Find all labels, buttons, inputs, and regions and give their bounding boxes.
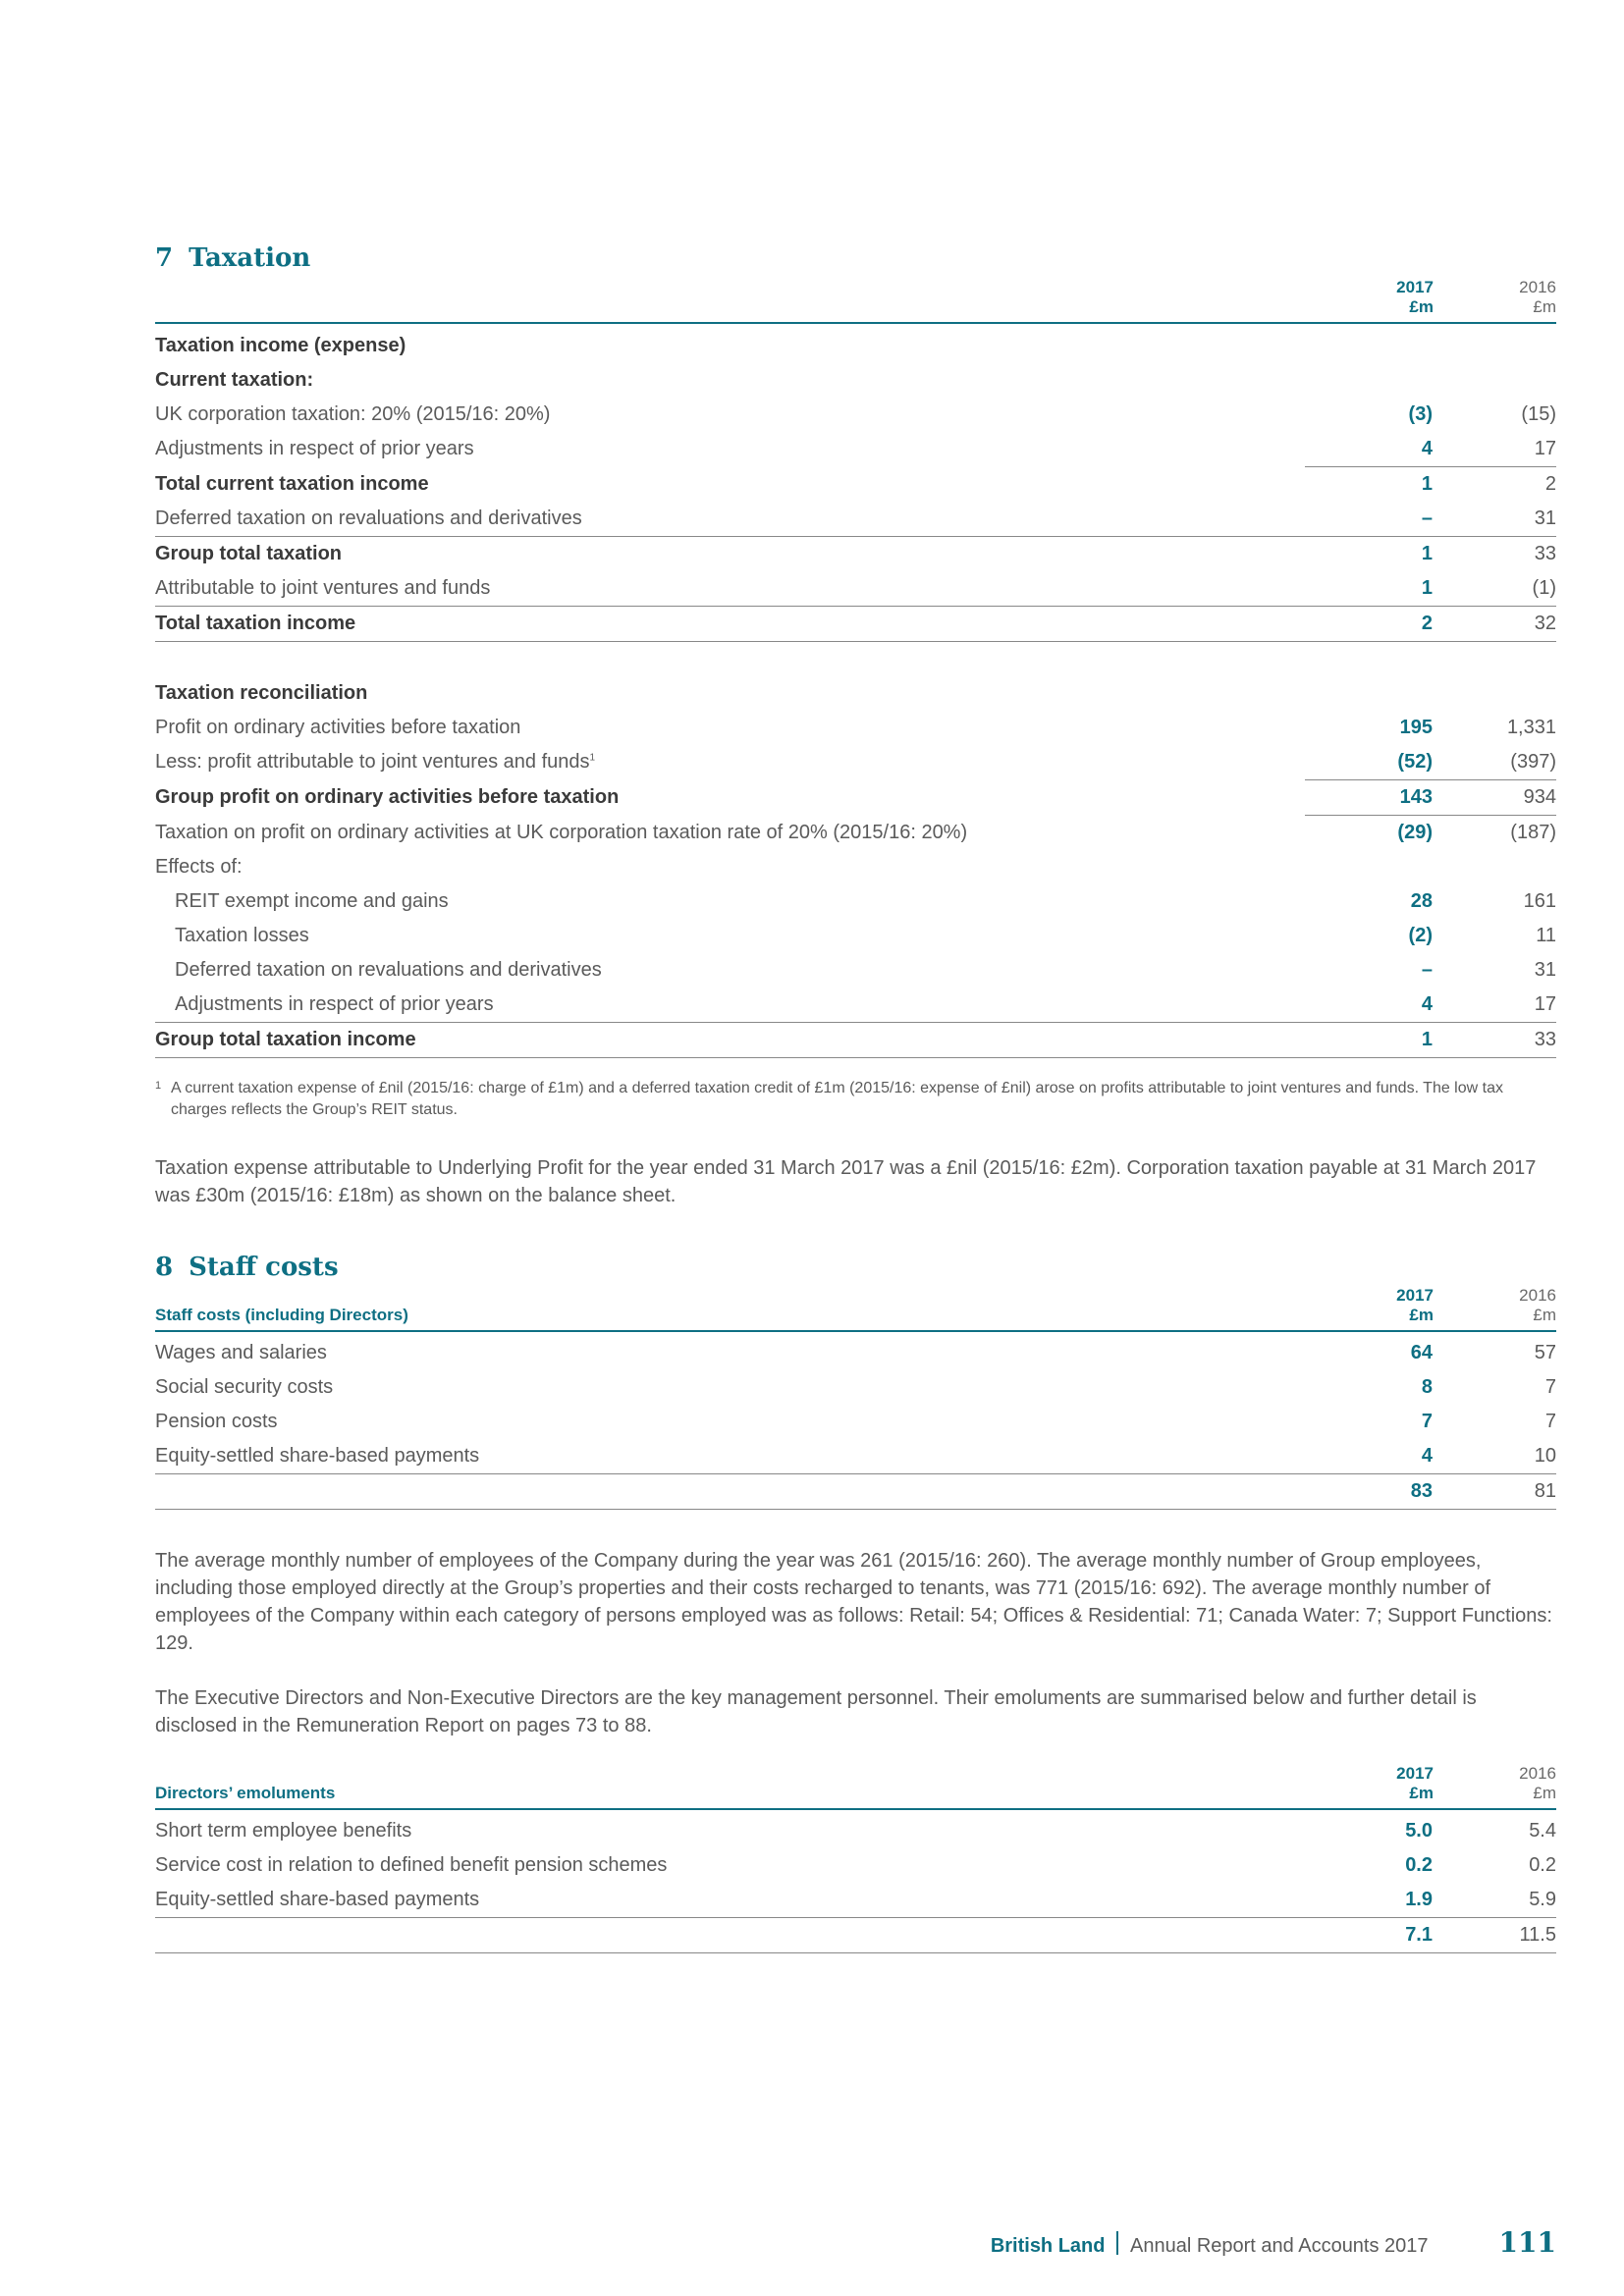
footer-divider: [1116, 2231, 1118, 2255]
table-row: Wages and salaries 64 57: [155, 1342, 1556, 1363]
table-row: Taxation reconciliation: [155, 682, 368, 704]
table-row: Social security costs 8 7: [155, 1376, 1556, 1398]
total-row: 7.1 11.5: [155, 1918, 1556, 1953]
table-row: Taxation on profit on ordinary activities at UK corporation taxation rate of 20% (2015/16: 20%) (29) (187): [155, 821, 1556, 843]
staff-costs-table: [155, 1336, 1556, 1510]
header-rule: [155, 322, 1556, 324]
table-row: Equity-settled share-based payments 1.9 5.9: [155, 1883, 1556, 1918]
table-row: Group total taxation income 1 33: [155, 1023, 1556, 1058]
header-rule: [155, 1330, 1556, 1332]
table-row: Taxation income (expense): [155, 335, 406, 356]
table-row: Short term employee benefits 5.0 5.4: [155, 1820, 1556, 1842]
table-row: REIT exempt income and gains 28 161: [175, 890, 1556, 912]
column-header-2016: 2016 £m: [1519, 1764, 1556, 1802]
brand-name: British Land: [990, 2235, 1106, 2257]
table-row: Group total taxation 1 33: [155, 543, 1556, 564]
table-row: Total current taxation income 1 2: [155, 472, 1556, 495]
table-row: Profit on ordinary activities before taxation 195 1,331: [155, 717, 1556, 738]
table-row: Pension costs 7 7: [155, 1411, 1556, 1432]
section-title-taxation: 7 Taxation: [155, 243, 311, 273]
directors-emoluments-label: Directors’ emoluments: [155, 1784, 336, 1802]
page-number: 111: [1498, 2226, 1556, 2259]
column-header-2017: 2017 £m: [1396, 278, 1434, 316]
table-row: Total taxation income 2 32: [155, 607, 1556, 642]
spacer-row: [155, 642, 1556, 677]
table-row: Service cost in relation to defined benefit pension schemes 0.2 0.2: [155, 1854, 1556, 1876]
table-row: Current taxation:: [155, 369, 314, 391]
taxation-paragraph: Taxation expense attributable to Underlying Profit for the year ended 31 March 2017 was a £nil (2015/16: £2m). Corporation taxation payable at 31 March 2017 was £30m (2015/16: £18m) as shown on the balance sheet.: [155, 1157, 1537, 1206]
taxation-table: [155, 329, 1556, 1058]
table-row: Attributable to joint ventures and funds 1 (1): [155, 571, 1556, 607]
table-row: Deferred taxation on revaluations and derivatives – 31: [175, 959, 1556, 981]
column-header-2016: 2016 £m: [1519, 278, 1556, 316]
table-row: Taxation losses (2) 11: [175, 925, 1556, 946]
table-row: Deferred taxation on revaluations and derivatives – 31: [155, 502, 1556, 537]
directors-emoluments-table: [155, 1814, 1556, 1953]
key-management-paragraph: The Executive Directors and Non-Executive Directors are the key management personnel. Their emoluments are summarised below and further detail is disclosed in the Remuneration Report on pages 73 to 88.: [155, 1687, 1477, 1736]
table-row: Adjustments in respect of prior years 4 17: [155, 432, 1556, 467]
column-header-2016: 2016 £m: [1519, 1286, 1556, 1324]
footnote: 1 A current taxation expense of £nil (2015/16: charge of £1m) and a deferred taxation credit of £1m (2015/16: expense of £nil) arose on profits attributable to joint ventures and funds. The low tax charges reflects the Group’s REIT status.: [155, 1080, 1503, 1118]
page-footer: [991, 2226, 1556, 2259]
table-row: Less: profit attributable to joint ventures and funds$^1$ (52) (397): [155, 745, 1556, 780]
table-row: Effects of:: [155, 856, 243, 878]
table-row: Adjustments in respect of prior years 4 17: [155, 988, 1556, 1023]
table-row: Group profit on ordinary activities before taxation 143 934: [155, 780, 1556, 816]
table-row: UK corporation taxation: 20% (2015/16: 20%) (3) (15): [155, 403, 1556, 425]
header-rule: [155, 1808, 1556, 1810]
column-header-2017: 2017 £m: [1396, 1286, 1434, 1324]
column-header-2017: 2017 £m: [1396, 1764, 1434, 1802]
staff-costs-table-label: Staff costs (including Directors): [155, 1306, 408, 1324]
report-title: Annual Report and Accounts 2017: [1129, 2235, 1429, 2257]
section-title-staff-costs: 8 Staff costs: [155, 1253, 339, 1282]
total-row: 83 81: [155, 1474, 1556, 1510]
table-row: Equity-settled share-based payments 4 10: [155, 1439, 1556, 1474]
footnote-reference: 1: [589, 752, 596, 764]
employees-paragraph: The average monthly number of employees of the Company during the year was 261 (2015/16: 260). The average monthly number of Group employees, including those employed directly at the Group’s properties and their costs recharged to tenants, was 771 (2015/16: 692). The average monthly number of employees of the Company within each category of persons employed was as follows: Retail: 54; Offices & Residential: 71; Canada Water: 7; Support Functions: 129.: [155, 1550, 1552, 1654]
